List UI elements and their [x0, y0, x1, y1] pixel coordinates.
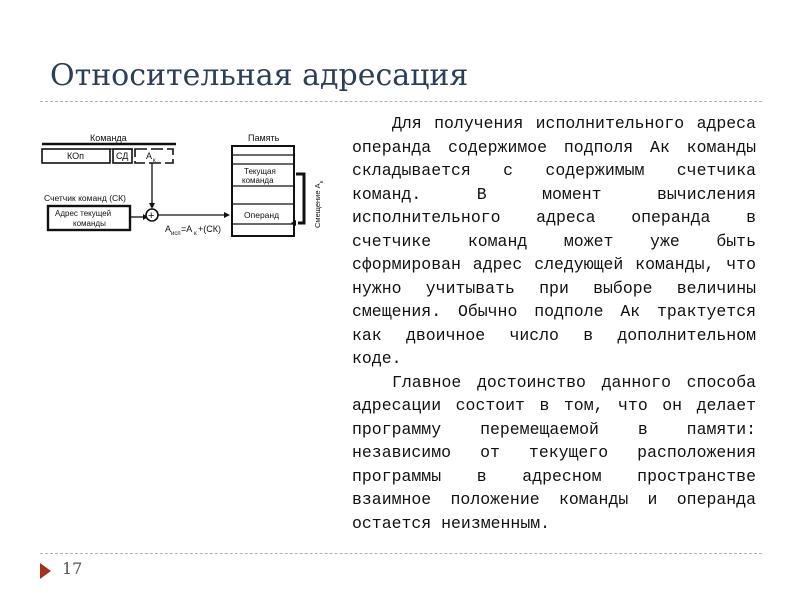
formula-a: А: [165, 224, 172, 234]
sd-label: СД: [116, 151, 129, 161]
title-divider: [40, 101, 762, 102]
formula-k: к: [194, 231, 197, 237]
command-label: Команда: [90, 133, 127, 143]
offset-bracket: [296, 174, 304, 223]
counter-box-line1: Адрес текущей: [55, 209, 112, 218]
operand-cell-label: Операнд: [244, 210, 280, 220]
page-number: 17: [62, 559, 83, 578]
relative-addressing-diagram: [40, 128, 338, 244]
paragraph-2: Главное достоинство данного способа адресации состоит в том, что он делает программу перемещаемой в памяти: независимо от текущего расположения программы в адресном пространстве взаимное положение команды и операнда остается неизменным.: [352, 372, 756, 533]
diagram-svg: [40, 128, 338, 244]
body-text: [352, 112, 756, 535]
ak-label: А: [146, 151, 153, 161]
formula-tail: +(СК): [198, 224, 221, 234]
formula-isp: исп: [171, 231, 181, 237]
current-cmd-line2: команда: [242, 176, 274, 185]
footer-divider: [40, 553, 762, 554]
memory-label: Память: [248, 133, 280, 143]
adder-plus: +: [148, 210, 155, 222]
memory-block: [232, 146, 294, 236]
operand-arrowhead: [224, 212, 230, 218]
nav-arrow-icon: [40, 563, 51, 579]
kop-label: КОп: [67, 151, 85, 161]
offset-label: Смещение А: [313, 183, 322, 228]
current-cmd-line1: Текущая: [244, 167, 276, 176]
offset-sub: к: [319, 180, 325, 183]
paragraph-1: Для получения исполнительного адреса операнда содержимое подполя Ак команды складывается с содержимым счетчика команд. В момент вычисления исполнительного адреса операнда в счетчике команд может уже быть сформирован адрес следующей команды, что нужно учитывать при выборе величины смещения. Обычно подполе Ак трактуется как двоичное число в дополнительном коде.: [352, 114, 756, 368]
counter-box-line2: команды: [73, 219, 106, 228]
slide-title: Относительная адресация: [50, 58, 469, 93]
counter-label: Счетчик команд (СК): [44, 193, 126, 203]
formula-eq: =А: [181, 224, 193, 234]
ak-sub: к: [153, 158, 156, 164]
ak-arrowhead: [149, 203, 155, 209]
